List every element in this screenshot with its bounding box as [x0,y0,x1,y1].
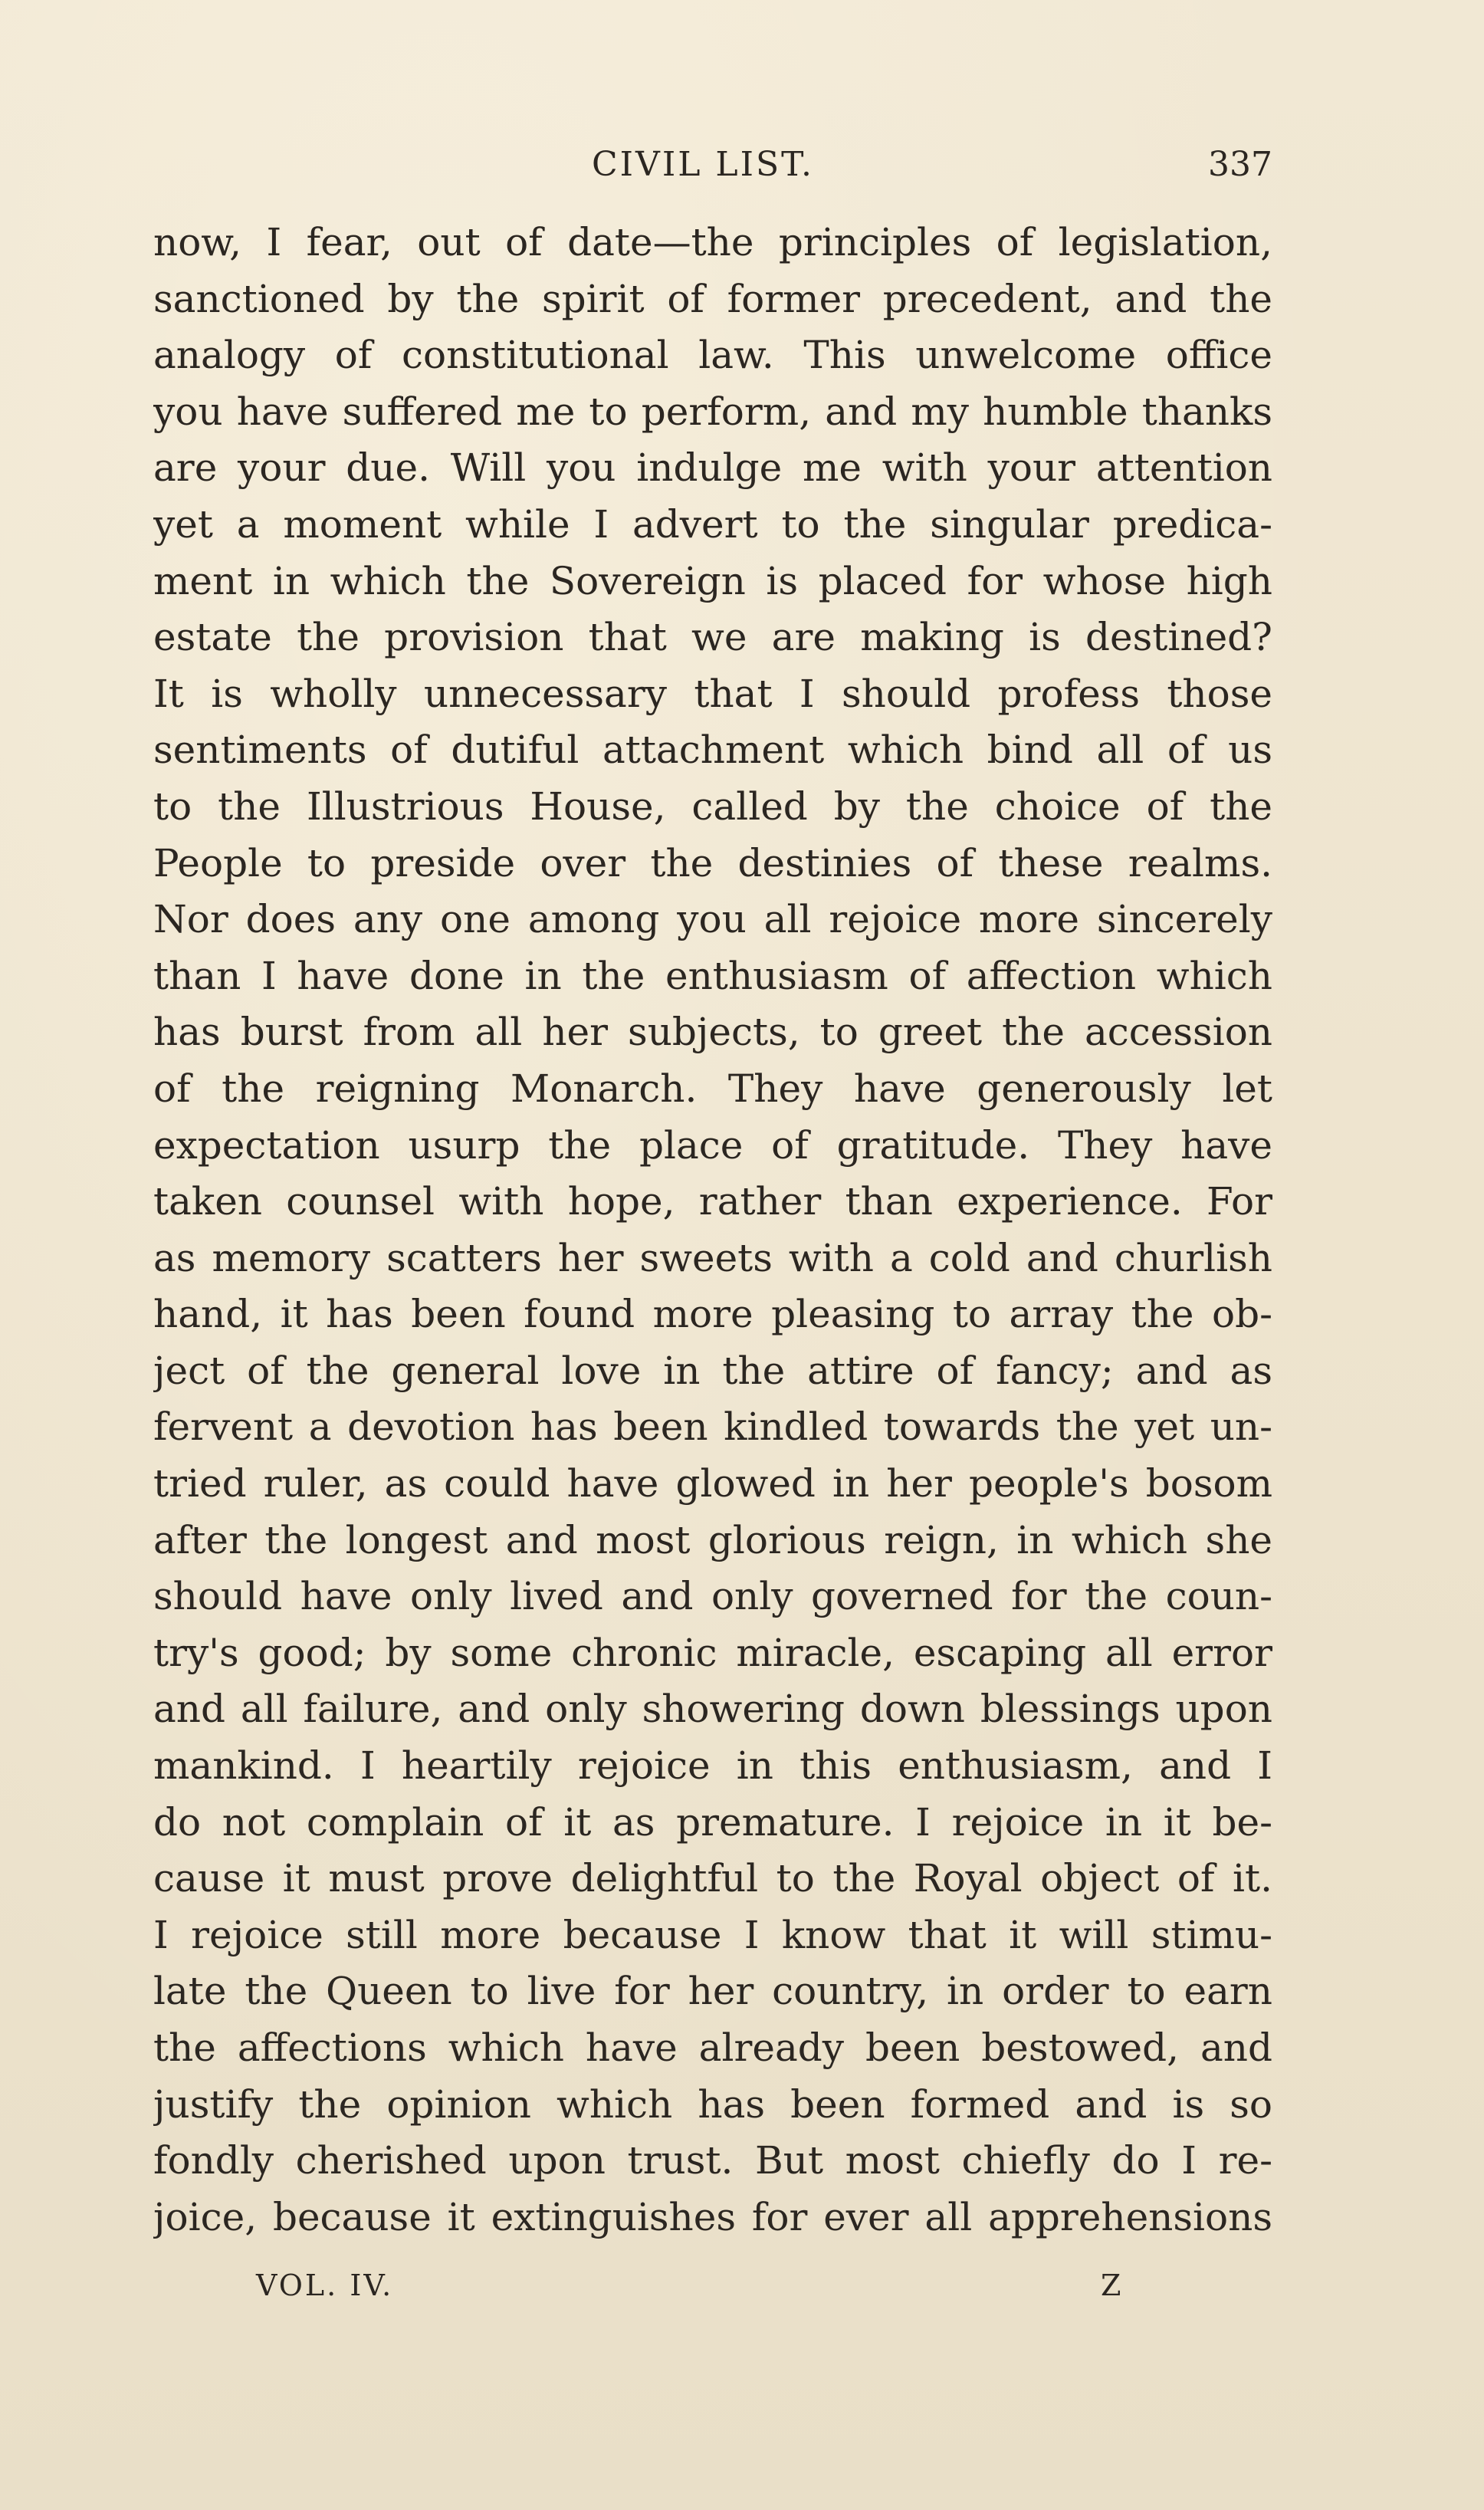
text-line: than I have done in the enthusiasm of affection which [153,953,1272,998]
text-line: has burst from all her subjects, to greet the accession [153,1010,1272,1055]
text-line: fervent a devotion has been kindled towards the yet un- [153,1404,1272,1450]
running-title: CIVIL LIST. [592,145,815,184]
text-line: should have only lived and only governed for the coun- [153,1574,1272,1619]
text-line: justify the opinion which has been formed and is so [153,2081,1272,2127]
text-line: ject of the general love in the attire of fancy; and as [153,1348,1272,1393]
text-line: now, I fear, out of date—the principles of legislation, [153,220,1272,264]
text-line: are your due. Will you indulge me with your attention [153,445,1272,491]
text-line: I rejoice still more because I know that it will stimu- [153,1912,1272,1957]
text-line: taken counsel with hope, rather than experience. For [153,1179,1272,1224]
text-line: ment in which the Sovereign is placed for whose high [153,558,1272,603]
text-line: tried ruler, as could have glowed in her people's bosom [153,1461,1272,1506]
text-line: of the reigning Monarch. They have generously let [153,1066,1272,1111]
text-line: after the longest and most glorious reign, in which she [153,1517,1272,1562]
text-line: the affections which have already been bestowed, and [153,2025,1272,2070]
text-line: late the Queen to live for her country, in order to earn [153,1969,1272,2014]
text-line: yet a moment while I advert to the singular predica- [153,501,1272,547]
volume-signature: VOL. IV. [256,2269,394,2302]
text-line: sanctioned by the spirit of former precedent, and the [153,276,1272,321]
text-line: to the Illustrious House, called by the choice of the [153,784,1272,829]
text-line: and all failure, and only showering down blessings upon [153,1687,1272,1732]
text-line: analogy of constitutional law. This unwelcome office [153,333,1272,378]
page-footer [153,2259,1272,2312]
text-line: expectation usurp the place of gratitude. They have [153,1122,1272,1168]
running-head [153,138,1272,192]
sheet-mark: Z [1101,2269,1121,2302]
text-line: It is wholly unnecessary that I should profess those [153,671,1272,716]
text-line: People to preside over the destinies of these realms. [153,840,1272,885]
text-line: sentiments of dutiful attachment which bind all of us [153,728,1272,773]
text-line: as memory scatters her sweets with a cold and churlish [153,1235,1272,1280]
text-line: joice, because it extinguishes for ever all apprehensions [153,2194,1272,2239]
text-line: fondly cherished upon trust. But most chiefly do I re- [153,2138,1272,2183]
page-number: 337 [1208,145,1272,184]
text-line: mankind. I heartily rejoice in this enthusiasm, and I [153,1743,1272,1789]
text-line: hand, it has been found more pleasing to array the ob- [153,1292,1272,1337]
text-line: cause it must prove delightful to the Royal object of it. [153,1856,1272,1901]
text-line: try's good; by some chronic miracle, escaping all error [153,1630,1272,1675]
text-line: estate the provision that we are making is destined? [153,615,1272,660]
text-line: you have suffered me to perform, and my humble thanks [153,389,1272,434]
text-line: do not complain of it as premature. I rejoice in it be- [153,1799,1272,1845]
body-text [153,215,1272,2246]
text-line: Nor does any one among you all rejoice more sincerely [153,897,1272,942]
